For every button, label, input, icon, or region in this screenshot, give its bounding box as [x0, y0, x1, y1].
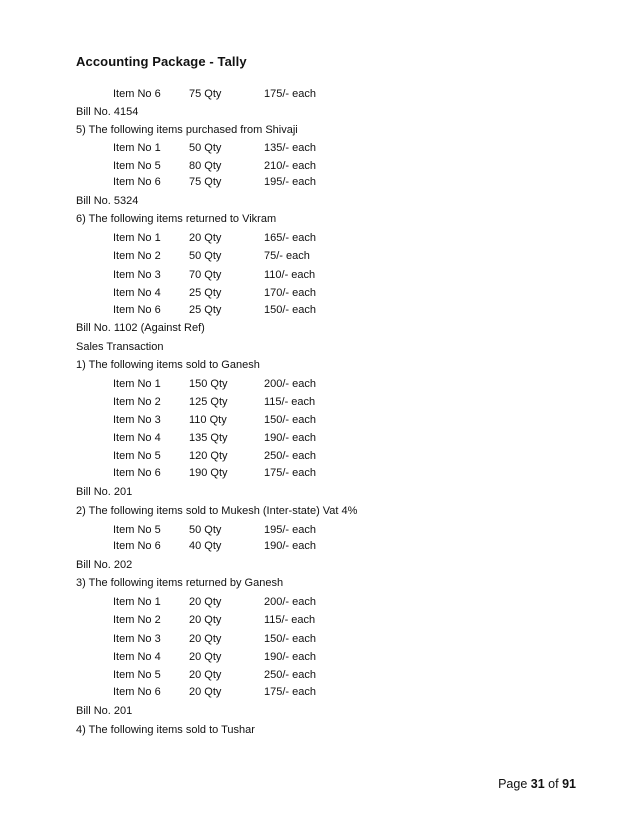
item-name: Item No 5: [113, 160, 161, 172]
item-qty: 75 Qty: [189, 88, 222, 100]
item-rate: 175/- each: [264, 686, 316, 698]
item-rate: 115/- each: [264, 614, 316, 626]
item-rate: 250/- each: [264, 669, 316, 681]
item-name: Item No 5: [113, 450, 161, 462]
item-name: Item No 1: [113, 596, 161, 608]
item-rate: 150/- each: [264, 304, 316, 316]
text-line: Bill No. 201: [76, 486, 133, 498]
item-qty: 20 Qty: [189, 232, 222, 244]
item-rate: 165/- each: [264, 232, 316, 244]
item-name: Item No 2: [113, 614, 161, 626]
item-qty: 70 Qty: [189, 269, 222, 281]
item-rate: 190/- each: [264, 540, 316, 552]
item-rate: 200/- each: [264, 596, 316, 608]
item-name: Item No 5: [113, 669, 161, 681]
item-rate: 150/- each: [264, 633, 316, 645]
item-rate: 195/- each: [264, 524, 316, 536]
item-qty: 135 Qty: [189, 432, 228, 444]
text-line: 4) The following items sold to Tushar: [76, 724, 255, 736]
item-qty: 50 Qty: [189, 524, 222, 536]
item-name: Item No 1: [113, 378, 161, 390]
item-qty: 125 Qty: [189, 396, 228, 408]
item-qty: 150 Qty: [189, 378, 228, 390]
text-line: Bill No. 4154: [76, 106, 139, 118]
item-rate: 170/- each: [264, 287, 316, 299]
text-line: 5) The following items purchased from Shivaji: [76, 124, 298, 136]
item-name: Item No 6: [113, 176, 161, 188]
item-name: Item No 3: [113, 269, 161, 281]
text-line: Sales Transaction: [76, 341, 164, 353]
text-line: 2) The following items sold to Mukesh (Inter-state) Vat 4%: [76, 505, 358, 517]
text-line: 6) The following items returned to Vikram: [76, 213, 277, 225]
item-name: Item No 2: [113, 250, 161, 262]
item-name: Item No 3: [113, 633, 161, 645]
item-qty: 80 Qty: [189, 160, 222, 172]
item-name: Item No 4: [113, 651, 161, 663]
text-line: 3) The following items returned by Ganesh: [76, 577, 284, 589]
item-name: Item No 6: [113, 304, 161, 316]
item-rate: 175/- each: [264, 467, 316, 479]
text-line: Bill No. 201: [76, 705, 133, 717]
item-name: Item No 3: [113, 414, 161, 426]
page-footer: [498, 777, 576, 791]
item-qty: 110 Qty: [189, 414, 227, 426]
item-qty: 20 Qty: [189, 651, 222, 663]
item-rate: 75/- each: [264, 250, 310, 262]
item-rate: 195/- each: [264, 176, 316, 188]
item-rate: 250/- each: [264, 450, 316, 462]
item-rate: 150/- each: [264, 414, 316, 426]
item-name: Item No 6: [113, 467, 161, 479]
page-title: Accounting Package - Tally: [76, 54, 247, 69]
item-qty: 20 Qty: [189, 669, 222, 681]
item-name: Item No 6: [113, 540, 161, 552]
item-rate: 110/- each: [264, 269, 316, 281]
text-line: Bill No. 202: [76, 559, 133, 571]
item-name: Item No 4: [113, 287, 161, 299]
item-qty: 25 Qty: [189, 304, 222, 316]
item-name: Item No 6: [113, 686, 161, 698]
item-rate: 175/- each: [264, 88, 316, 100]
item-qty: 20 Qty: [189, 596, 222, 608]
of-label: of: [548, 777, 559, 791]
item-rate: 135/- each: [264, 142, 316, 154]
item-qty: 20 Qty: [189, 633, 222, 645]
item-rate: 190/- each: [264, 651, 316, 663]
item-name: Item No 6: [113, 88, 161, 100]
item-qty: 40 Qty: [189, 540, 222, 552]
item-qty: 20 Qty: [189, 686, 222, 698]
item-name: Item No 2: [113, 396, 161, 408]
page-number: 31: [530, 777, 545, 791]
item-qty: 25 Qty: [189, 287, 222, 299]
item-rate: 115/- each: [264, 396, 316, 408]
item-rate: 210/- each: [264, 160, 316, 172]
text-line: 1) The following items sold to Ganesh: [76, 359, 260, 371]
item-qty: 120 Qty: [189, 450, 228, 462]
item-name: Item No 5: [113, 524, 161, 536]
item-qty: 190 Qty: [189, 467, 228, 479]
total-pages: 91: [562, 777, 576, 791]
item-qty: 50 Qty: [189, 250, 222, 262]
item-qty: 75 Qty: [189, 176, 222, 188]
item-rate: 200/- each: [264, 378, 316, 390]
item-name: Item No 1: [113, 142, 161, 154]
item-name: Item No 4: [113, 432, 161, 444]
text-line: Bill No. 5324: [76, 195, 139, 207]
item-name: Item No 1: [113, 232, 161, 244]
page-label: Page: [498, 777, 528, 791]
item-rate: 190/- each: [264, 432, 316, 444]
text-line: Bill No. 1102 (Against Ref): [76, 322, 205, 334]
item-qty: 50 Qty: [189, 142, 222, 154]
item-qty: 20 Qty: [189, 614, 222, 626]
